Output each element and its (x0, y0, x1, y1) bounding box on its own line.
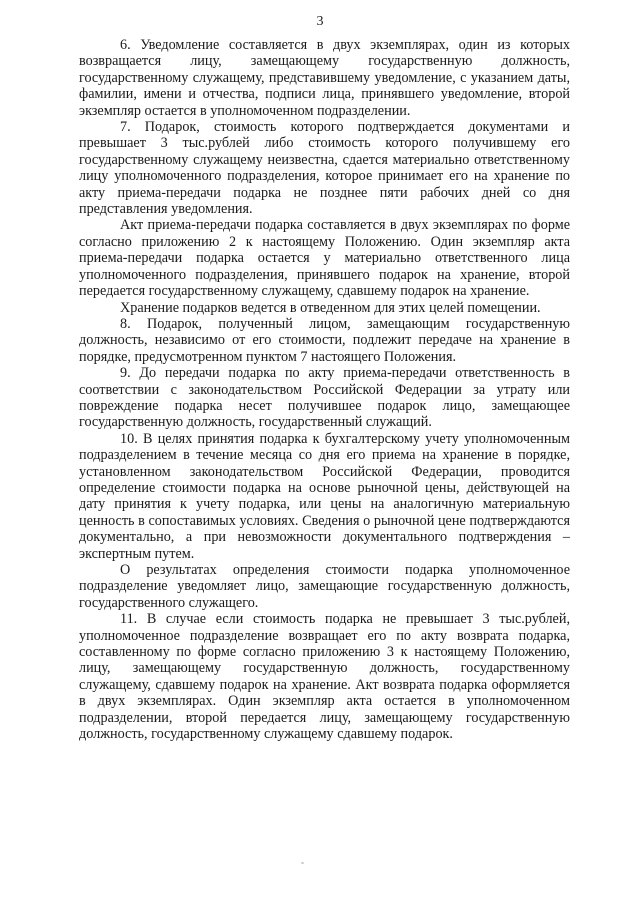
page-number: 3 (316, 14, 324, 29)
scan-artifact (301, 862, 304, 864)
paragraph-7-gift-handover: 7. Подарок, стоимость которого подтверждается документами и превышает 3 тыс.рублей либо стоимость которого получившему его государственному служащему неизвестна, сдается материально ответственному лицу уполномоченного подразделения, которое принимает его на хранение по акту приема-передачи подарка не позднее пяти рабочих дней со дня представления уведомления. (79, 119, 570, 218)
paragraph-valuation-notice: О результатах определения стоимости подарка уполномоченное подразделение уведомляет лицо, замещающие государственную должность, государственного служащего. (79, 562, 570, 611)
paragraph-10-valuation: 10. В целях принятия подарка к бухгалтерскому учету уполномоченным подразделением в течение месяца со дня его приема на хранение в порядке, установленном законодательством Российской Федерации, проводится определение стоимости подарка на основе рыночной цены, действующей на дату принятия к учету подарка, или цены на аналогичную материальную ценность в сопоставимых условиях. Сведения о рыночной цене подтверждаются документально, а при невозможности документального подтверждения – экспертным путем. (79, 430, 570, 562)
paragraph-11-gift-return: 11. В случае если стоимость подарка не превышает 3 тыс.рублей, уполномоченное подразделение возвращает его по акту возврата подарка, составленному по форме согласно приложению 3 к настоящему Положению, лицу, замещающему государственную должность, государственному служащему, сдавшему подарок на хранение. Акт возврата подарка оформляется в двух экземплярах. Один экземпляр акта остается в уполномоченном подразделении, второй передается лицу, замещающему государственную должность, государственному служащему сдавшему подарок. (79, 611, 570, 743)
paragraph-6-notification-copies: 6. Уведомление составляется в двух экземплярах, один из которых возвращается лицу, замещающему государственную должность, государственному служащему, представившему уведомление, с указанием даты, фамилии, имени и отчества, подписи лица, принявшего уведомление, второй экземпляр остается в уполномоченном подразделении. (79, 37, 570, 119)
paragraph-acceptance-act: Акт приема-передачи подарка составляется в двух экземплярах по форме согласно приложению 2 к настоящему Положению. Один экземпляр акта приема-передачи подарка остается у материально ответственного лица уполномоченного подразделения, принявшего подарок на хранение, второй передается государственному служащему, сдавшему подарок на хранение. (79, 217, 570, 300)
paragraph-storage: Хранение подарков ведется в отведенном для этих целей помещении. (120, 299, 541, 316)
document-body (79, 37, 570, 742)
paragraph-8-gift-transfer: 8. Подарок, полученный лицом, замещающим государственную должность, независимо от его стоимости, подлежит передаче на хранение в порядке, предусмотренном пунктом 7 настоящего Положения. (79, 315, 570, 365)
paragraph-9-responsibility: 9. До передачи подарка по акту приема-передачи ответственность в соответствии с законодательством Российской Федерации за утрату или повреждение подарка несет получившее подарок лицо, замещающее государственную должность, государственный служащий. (79, 365, 570, 431)
